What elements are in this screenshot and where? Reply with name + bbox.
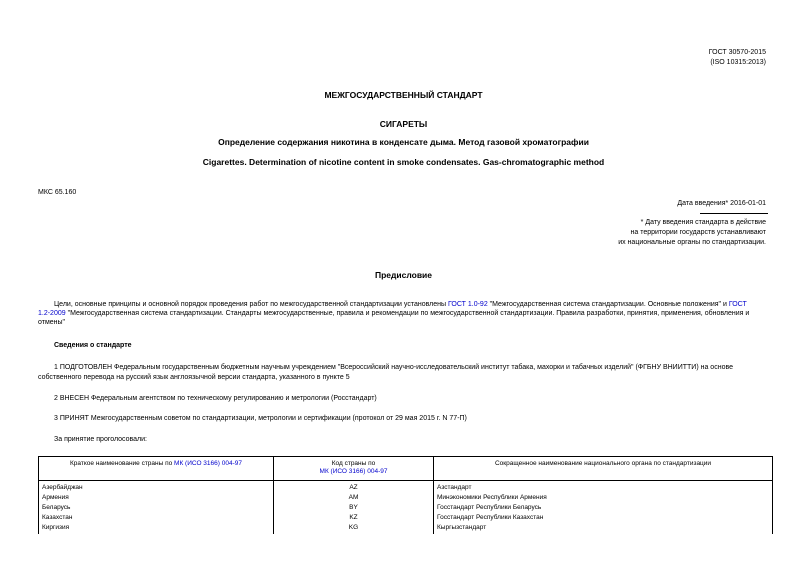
cell-country: Азербайджан — [39, 481, 274, 495]
cell-code: KG — [274, 524, 434, 534]
link-gost-1-0-92[interactable]: ГОСТ 1.0-92 — [447, 301, 488, 308]
header-country — [39, 457, 274, 481]
para1-text2: "Межгосударственная система стандартизации. Основные положения" и — [487, 301, 729, 308]
cell-code: BY — [274, 504, 434, 514]
table-row — [39, 514, 773, 524]
footnote-line2: на территории государств устанавливают — [630, 229, 766, 236]
subtitle-ru: Определение содержания никотина в конденсате дыма. Метод газовой хроматографии — [218, 137, 589, 147]
cell-country: Киргизия — [39, 524, 274, 534]
footnote-divider — [700, 213, 768, 214]
table-row — [39, 481, 773, 495]
cell-code: AZ — [274, 481, 434, 495]
doc-iso: (ISO 10315:2013) — [710, 59, 766, 66]
table-row — [39, 494, 773, 504]
footnote-line3: их национальные органы по стандартизации. — [618, 239, 766, 246]
cell-body: Госстандарт Республики Беларусь — [434, 504, 773, 514]
foreword-paragraph — [38, 300, 772, 327]
header-code-link[interactable]: МК (ИСО 3166) 004-97 — [319, 468, 388, 475]
cell-country: Армения — [39, 494, 274, 504]
cell-body: Госстандарт Республики Казахстан — [434, 514, 773, 524]
para1-text1: Цели, основные принципы и основной порядок проведения работ по межгосударственной стандартизации установлены — [54, 301, 448, 308]
cell-code: AM — [274, 494, 434, 504]
table-row — [39, 524, 773, 534]
link-gost-1-2-2009-part2[interactable]: 1.2-2009 — [38, 310, 66, 317]
item1-line1: 1 ПОДГОТОВЛЕН Федеральным государственным бюджетным научным учреждением "Всероссийский научно-исследовательский институт табака, махорки и табачных изделий" (ФГБНУ ВНИИТТИ) на основе — [54, 364, 733, 371]
intro-date: Дата введения* 2016-01-01 — [677, 200, 766, 207]
header-code-text: Код страны по — [331, 460, 376, 467]
footnote-line1: * Дату введения стандарта в действие — [640, 219, 766, 226]
cell-code: KZ — [274, 514, 434, 524]
document-title: СИГАРЕТЫ — [379, 119, 428, 129]
item1-line2: собственного перевода на русский язык англоязычной версии стандарта, указанного в пункте 5 — [38, 374, 350, 381]
cell-country: Беларусь — [39, 504, 274, 514]
link-gost-1-2-2009-part1[interactable]: ГОСТ — [728, 301, 747, 308]
header-country-text: Краткое наименование страны по — [70, 460, 175, 467]
table-header-row — [39, 457, 773, 481]
cell-body: Минэкономики Республики Армения — [434, 494, 773, 504]
voted-label: За принятие проголосовали: — [54, 436, 147, 443]
subtitle-en: Cigarettes. Determination of nicotine content in smoke condensates. Gas-chromatographic method — [202, 157, 605, 167]
cell-body: Азстандарт — [434, 481, 773, 495]
item2: 2 ВНЕСЕН Федеральным агентством по техническому регулированию и метрологии (Росстандарт) — [54, 395, 377, 402]
cell-body: Кыргызстандарт — [434, 524, 773, 534]
cell-country: Казахстан — [39, 514, 274, 524]
item3: 3 ПРИНЯТ Межгосударственным советом по стандартизации, метрологии и сертификации (протокол от 29 мая 2015 г. N 77-П) — [54, 415, 467, 422]
info-heading: Сведения о стандарте — [54, 342, 132, 349]
mks-code: МКС 65.160 — [38, 189, 77, 196]
para1-text3: "Межгосударственная система стандартизации. Стандарты межгосударственные, правила и рекомендации по межгосударственной стандартизации. Правила разработки, принятия, применения, обновления и отмены" — [38, 310, 750, 326]
header-body: Сокращенное наименование национального органа по стандартизации — [434, 457, 773, 481]
header-country-link[interactable]: МК (ИСО 3166) 004-97 — [174, 460, 242, 467]
interstate-heading: МЕЖГОСУДАРСТВЕННЫЙ СТАНДАРТ — [324, 90, 483, 100]
foreword-heading: Предисловие — [374, 270, 433, 280]
doc-code: ГОСТ 30570-2015 — [708, 49, 766, 56]
countries-table — [38, 456, 773, 534]
table-row — [39, 504, 773, 514]
header-code — [274, 457, 434, 481]
